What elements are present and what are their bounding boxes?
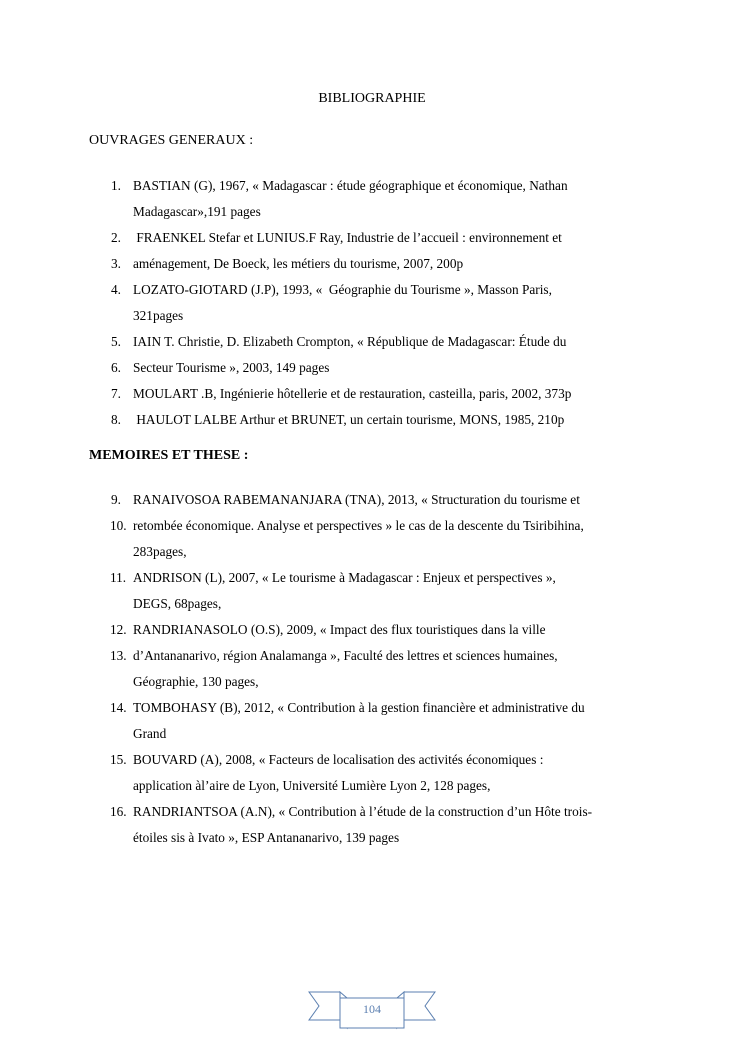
bibliography-entry <box>0 643 663 695</box>
entry-number: 5. <box>111 334 121 349</box>
section-heading-ouvrages: OUVRAGES GENERAUX : <box>89 133 254 148</box>
bibliography-list-memoires <box>0 487 744 851</box>
entry-number: 14. <box>110 700 127 715</box>
entry-text-line: Grand <box>133 726 167 741</box>
entry-number: 12. <box>110 622 127 637</box>
entry-number: 6. <box>111 360 121 375</box>
bibliography-entry <box>0 407 663 433</box>
entry-text-line: BOUVARD (A), 2008, « Facteurs de localisation des activités économiques : <box>133 752 544 767</box>
entry-number: 1. <box>111 178 121 193</box>
entry-text-line: LOZATO-GIOTARD (J.P), 1993, « Géographie du Tourisme », Masson Paris, <box>133 282 552 297</box>
bibliography-entry <box>0 747 663 799</box>
bibliography-entry <box>0 513 663 565</box>
entry-text-line: application àl’aire de Lyon, Université Lumière Lyon 2, 128 pages, <box>133 778 491 793</box>
entry-number: 16. <box>110 804 127 819</box>
entry-text-line: RANAIVOSOA RABEMANANJARA (TNA), 2013, « Structuration du tourisme et <box>133 492 580 507</box>
entry-text-line: Secteur Tourisme », 2003, 149 pages <box>133 360 330 375</box>
entry-number: 10. <box>110 518 127 533</box>
entry-number: 8. <box>111 412 121 427</box>
entry-text-line: DEGS, 68pages, <box>133 596 222 611</box>
entry-text-line: retombée économique. Analyse et perspectives » le cas de la descente du Tsiribihina, <box>133 518 584 533</box>
page-title: BIBLIOGRAPHIE <box>318 91 426 106</box>
entry-text-line: RANDRIANTSOA (A.N), « Contribution à l’étude de la construction d’un Hôte trois- <box>133 804 593 819</box>
entry-text-line: FRAENKEL Stefar et LUNIUS.F Ray, Industrie de l’accueil : environnement et <box>133 230 562 245</box>
section-heading-memoires: MEMOIRES ET THESE : <box>89 448 249 463</box>
page-footer <box>307 990 437 1030</box>
entry-text-line: aménagement, De Boeck, les métiers du tourisme, 2007, 200p <box>133 256 464 271</box>
bibliography-entry <box>0 329 663 355</box>
bibliography-entry <box>0 695 663 747</box>
entry-text-line: 321pages <box>133 308 184 323</box>
page-number: 104 <box>363 1002 381 1016</box>
entry-text-line: d’Antananarivo, région Analamanga », Faculté des lettres et sciences humaines, <box>133 648 558 663</box>
entry-text-line: Madagascar»,191 pages <box>133 204 261 219</box>
bibliography-entry <box>0 565 663 617</box>
entry-text-line: ANDRISON (L), 2007, « Le tourisme à Madagascar : Enjeux et perspectives », <box>133 570 556 585</box>
entry-number: 2. <box>111 230 121 245</box>
entry-number: 3. <box>111 256 121 271</box>
entry-text-line: RANDRIANASOLO (O.S), 2009, « Impact des flux touristiques dans la ville <box>133 622 546 637</box>
entry-number: 9. <box>111 492 121 507</box>
entry-number: 13. <box>110 648 127 663</box>
bibliography-entry <box>0 225 663 251</box>
entry-text-line: TOMBOHASY (B), 2012, « Contribution à la gestion financière et administrative du <box>133 700 585 715</box>
bibliography-entry <box>0 381 663 407</box>
bibliography-entry <box>0 173 663 225</box>
entry-text-line: MOULART .B, Ingénierie hôtellerie et de restauration, casteilla, paris, 2002, 373p <box>133 386 572 401</box>
bibliography-entry <box>0 487 663 513</box>
bibliography-entry <box>0 799 663 851</box>
entry-text-line: 283pages, <box>133 544 187 559</box>
entry-text-line: étoiles sis à Ivato », ESP Antananarivo, 139 pages <box>133 830 400 845</box>
entry-number: 7. <box>111 386 121 401</box>
bibliography-entry <box>0 355 663 381</box>
entry-text-line: Géographie, 130 pages, <box>133 674 259 689</box>
entry-text-line: IAIN T. Christie, D. Elizabeth Crompton, « République de Madagascar: Étude du <box>133 334 567 349</box>
entry-number: 4. <box>111 282 121 297</box>
entry-number: 15. <box>110 752 127 767</box>
bibliography-entry <box>0 277 663 329</box>
bibliography-entry <box>0 251 663 277</box>
entry-text-line: BASTIAN (G), 1967, « Madagascar : étude géographique et économique, Nathan <box>133 178 568 193</box>
entry-text-line: HAULOT LALBE Arthur et BRUNET, un certain tourisme, MONS, 1985, 210p <box>133 412 565 427</box>
bibliography-list-ouvrages <box>0 173 744 433</box>
entry-number: 11. <box>110 570 127 585</box>
bibliography-entry <box>0 617 663 643</box>
